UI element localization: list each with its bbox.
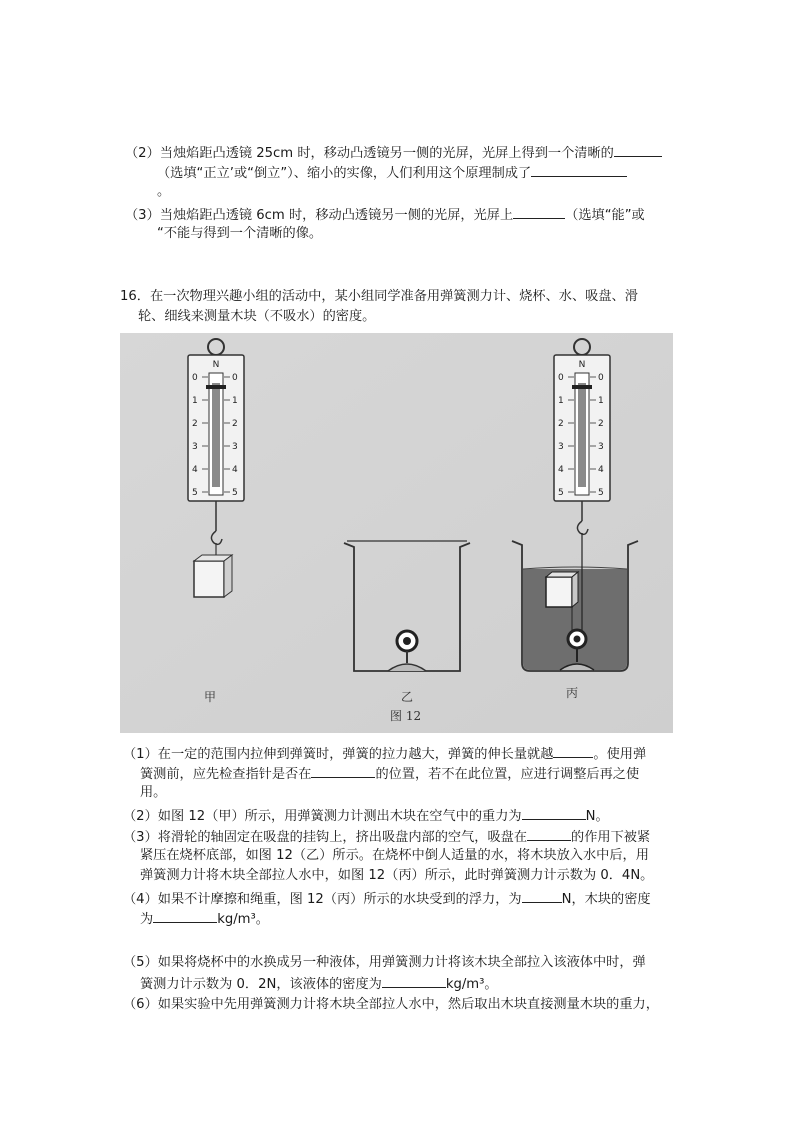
q16-s3-text-b: 紧压在烧杯底部，如图 12（乙）所示。在烧杯中倒人适量的水，将木块放入水中后，用	[140, 848, 649, 863]
tick-label: 5	[232, 488, 238, 498]
tick-label: 3	[598, 442, 604, 452]
q16-s2-text-a2: N。	[585, 809, 609, 824]
q16-intro-text-a: 16．在一次物理兴趣小组的活动中，某小组同学准备用弹簧测力计、烧杯、水、吸盘、滑	[120, 289, 638, 304]
q16-s4-text-a: （4）如果不计摩擦和绳重，图 12（丙）所示的水块受到的浮力，为	[123, 892, 522, 907]
q16-s3-line1	[123, 826, 650, 848]
label-jia: 甲	[204, 690, 217, 704]
q16-s5-text-b2: kg/m³。	[445, 977, 498, 992]
q16-s3-line2	[140, 846, 649, 866]
q15-part3-line2	[157, 224, 322, 244]
q15-part3-text-b: “不能与得到一个清晰的像。	[157, 226, 323, 241]
label-yi: 乙	[401, 690, 414, 704]
label-bing: 丙	[566, 686, 579, 700]
tick-label: 0	[598, 373, 604, 383]
tick-label: 2	[598, 419, 604, 429]
tick-label: 5	[558, 488, 564, 498]
q16-s1-text-c: 用。	[140, 785, 167, 800]
tick-label: 3	[558, 442, 564, 452]
q16-s3-text-a: （3）将滑轮的轴固定在吸盘的挂钩上，挤出吸盘内部的空气，吸盘在	[123, 830, 528, 845]
q16-s1-text-b2: 的位置，若不在此位置，应进行调整后再之使	[375, 767, 640, 782]
figure-caption: 图 12	[390, 709, 422, 723]
q16-intro-line2	[138, 307, 375, 327]
tick-label: 5	[192, 488, 198, 498]
q16-s1-line3	[140, 783, 166, 803]
tick-label: 4	[232, 465, 238, 475]
answer-blank[interactable]	[311, 763, 375, 778]
q15-part2-text-c: 。	[157, 184, 171, 199]
tick-label: 3	[232, 442, 238, 452]
q15-part2-line3	[157, 182, 170, 202]
tick-label: 1	[192, 396, 198, 406]
answer-blank[interactable]	[522, 805, 586, 820]
q16-s1-line2	[140, 763, 639, 785]
q16-s5-line2	[140, 973, 498, 995]
q16-intro-line1	[120, 287, 638, 307]
tick-label: 0	[192, 373, 198, 383]
q16-s3-text-a2: 的作用下被紧	[571, 830, 651, 845]
tick-label: 4	[558, 465, 564, 475]
q15-part2-line2	[157, 162, 627, 184]
answer-blank[interactable]	[614, 142, 662, 157]
q16-s4-line1	[123, 888, 651, 910]
tick-label: 2	[232, 419, 238, 429]
tick-label: 1	[558, 396, 564, 406]
q15-part2-text-b: （选填“正立’或“倒立”）、缩小的实像，人们利用这个原理制成了	[157, 166, 532, 181]
tick-label: 5	[598, 488, 604, 498]
q15-part3-text-a2: （选填“能”或	[565, 208, 645, 223]
q16-s3-line3	[140, 866, 653, 886]
q16-s1-text-b: 簧测前，应先检查指针是否在	[140, 767, 312, 782]
q16-s5-text-a: （5）如果将烧杯中的水换成另一种液体，用弹簧测力计将该木块全部拉入该液体中时，弹	[123, 955, 646, 970]
tick-label: 3	[192, 442, 198, 452]
figure-12	[120, 333, 673, 733]
q16-s5-line1	[123, 953, 646, 973]
q15-part3-text-a: （3）当烛焰距凸透镜 6cm 时，移动凸透镜另一侧的光屏，光屏上	[125, 208, 514, 223]
tick-label: 1	[598, 396, 604, 406]
tick-label: 2	[558, 419, 564, 429]
answer-blank[interactable]	[527, 826, 571, 841]
answer-blank[interactable]	[531, 162, 627, 177]
answer-blank[interactable]	[382, 973, 446, 988]
q16-s6-text-a: （6）如果实验中先用弹簧测力计将木块全部拉人水中，然后取出木块直接测量木块的重力，	[123, 997, 659, 1012]
tick-label: 2	[192, 419, 198, 429]
q16-s2-text-a: （2）如图 12（甲）所示，用弹簧测力计测出木块在空气中的重力为	[123, 809, 522, 824]
figure-12-illustration	[120, 333, 673, 733]
tick-label: 4	[192, 465, 198, 475]
q16-s6-line1	[123, 995, 659, 1015]
q16-s1-text-a2: 。使用弹	[593, 747, 647, 762]
answer-blank[interactable]	[522, 888, 562, 903]
tick-label: 1	[232, 396, 238, 406]
q15-part3-line1	[125, 204, 645, 226]
q16-s4-text-b2: kg/m³。	[217, 912, 269, 927]
q16-s5-text-b: 簧测力计示数为 0．2N，该液体的密度为	[140, 977, 382, 992]
answer-blank[interactable]	[553, 743, 593, 758]
tick-label: 0	[558, 373, 564, 383]
answer-blank[interactable]	[513, 204, 565, 219]
answer-blank[interactable]	[153, 908, 217, 923]
gauge-unit: N	[212, 360, 220, 370]
q15-part2-line1	[125, 142, 662, 164]
q16-s1-line1	[123, 743, 646, 765]
tick-label: 4	[598, 465, 604, 475]
q16-s4-text-a2: N，木块的密度	[561, 892, 651, 907]
q16-s2-line1	[123, 805, 609, 827]
q16-s4-line2	[140, 908, 269, 930]
q16-s1-text-a: （1）在一定的范围内拉伸到弹簧时，弹簧的拉力越大，弹簧的伸长量就越	[123, 747, 554, 762]
q16-s3-text-c: 弹簧测力计将木块全部拉人水中，如图 12（丙）所示，此时弹簧测力计示数为 0．4N。	[140, 868, 654, 883]
tick-label: 0	[232, 373, 238, 383]
q16-s4-text-b: 为	[140, 912, 154, 927]
q16-intro-text-b: 轮、细线来测量木块（不吸水）的密度。	[138, 309, 376, 324]
gauge-unit: N	[578, 360, 586, 370]
q15-part2-text-a: （2）当烛焰距凸透镜 25cm 时，移动凸透镜另一侧的光屏，光屏上得到一个清晰的	[125, 146, 614, 161]
